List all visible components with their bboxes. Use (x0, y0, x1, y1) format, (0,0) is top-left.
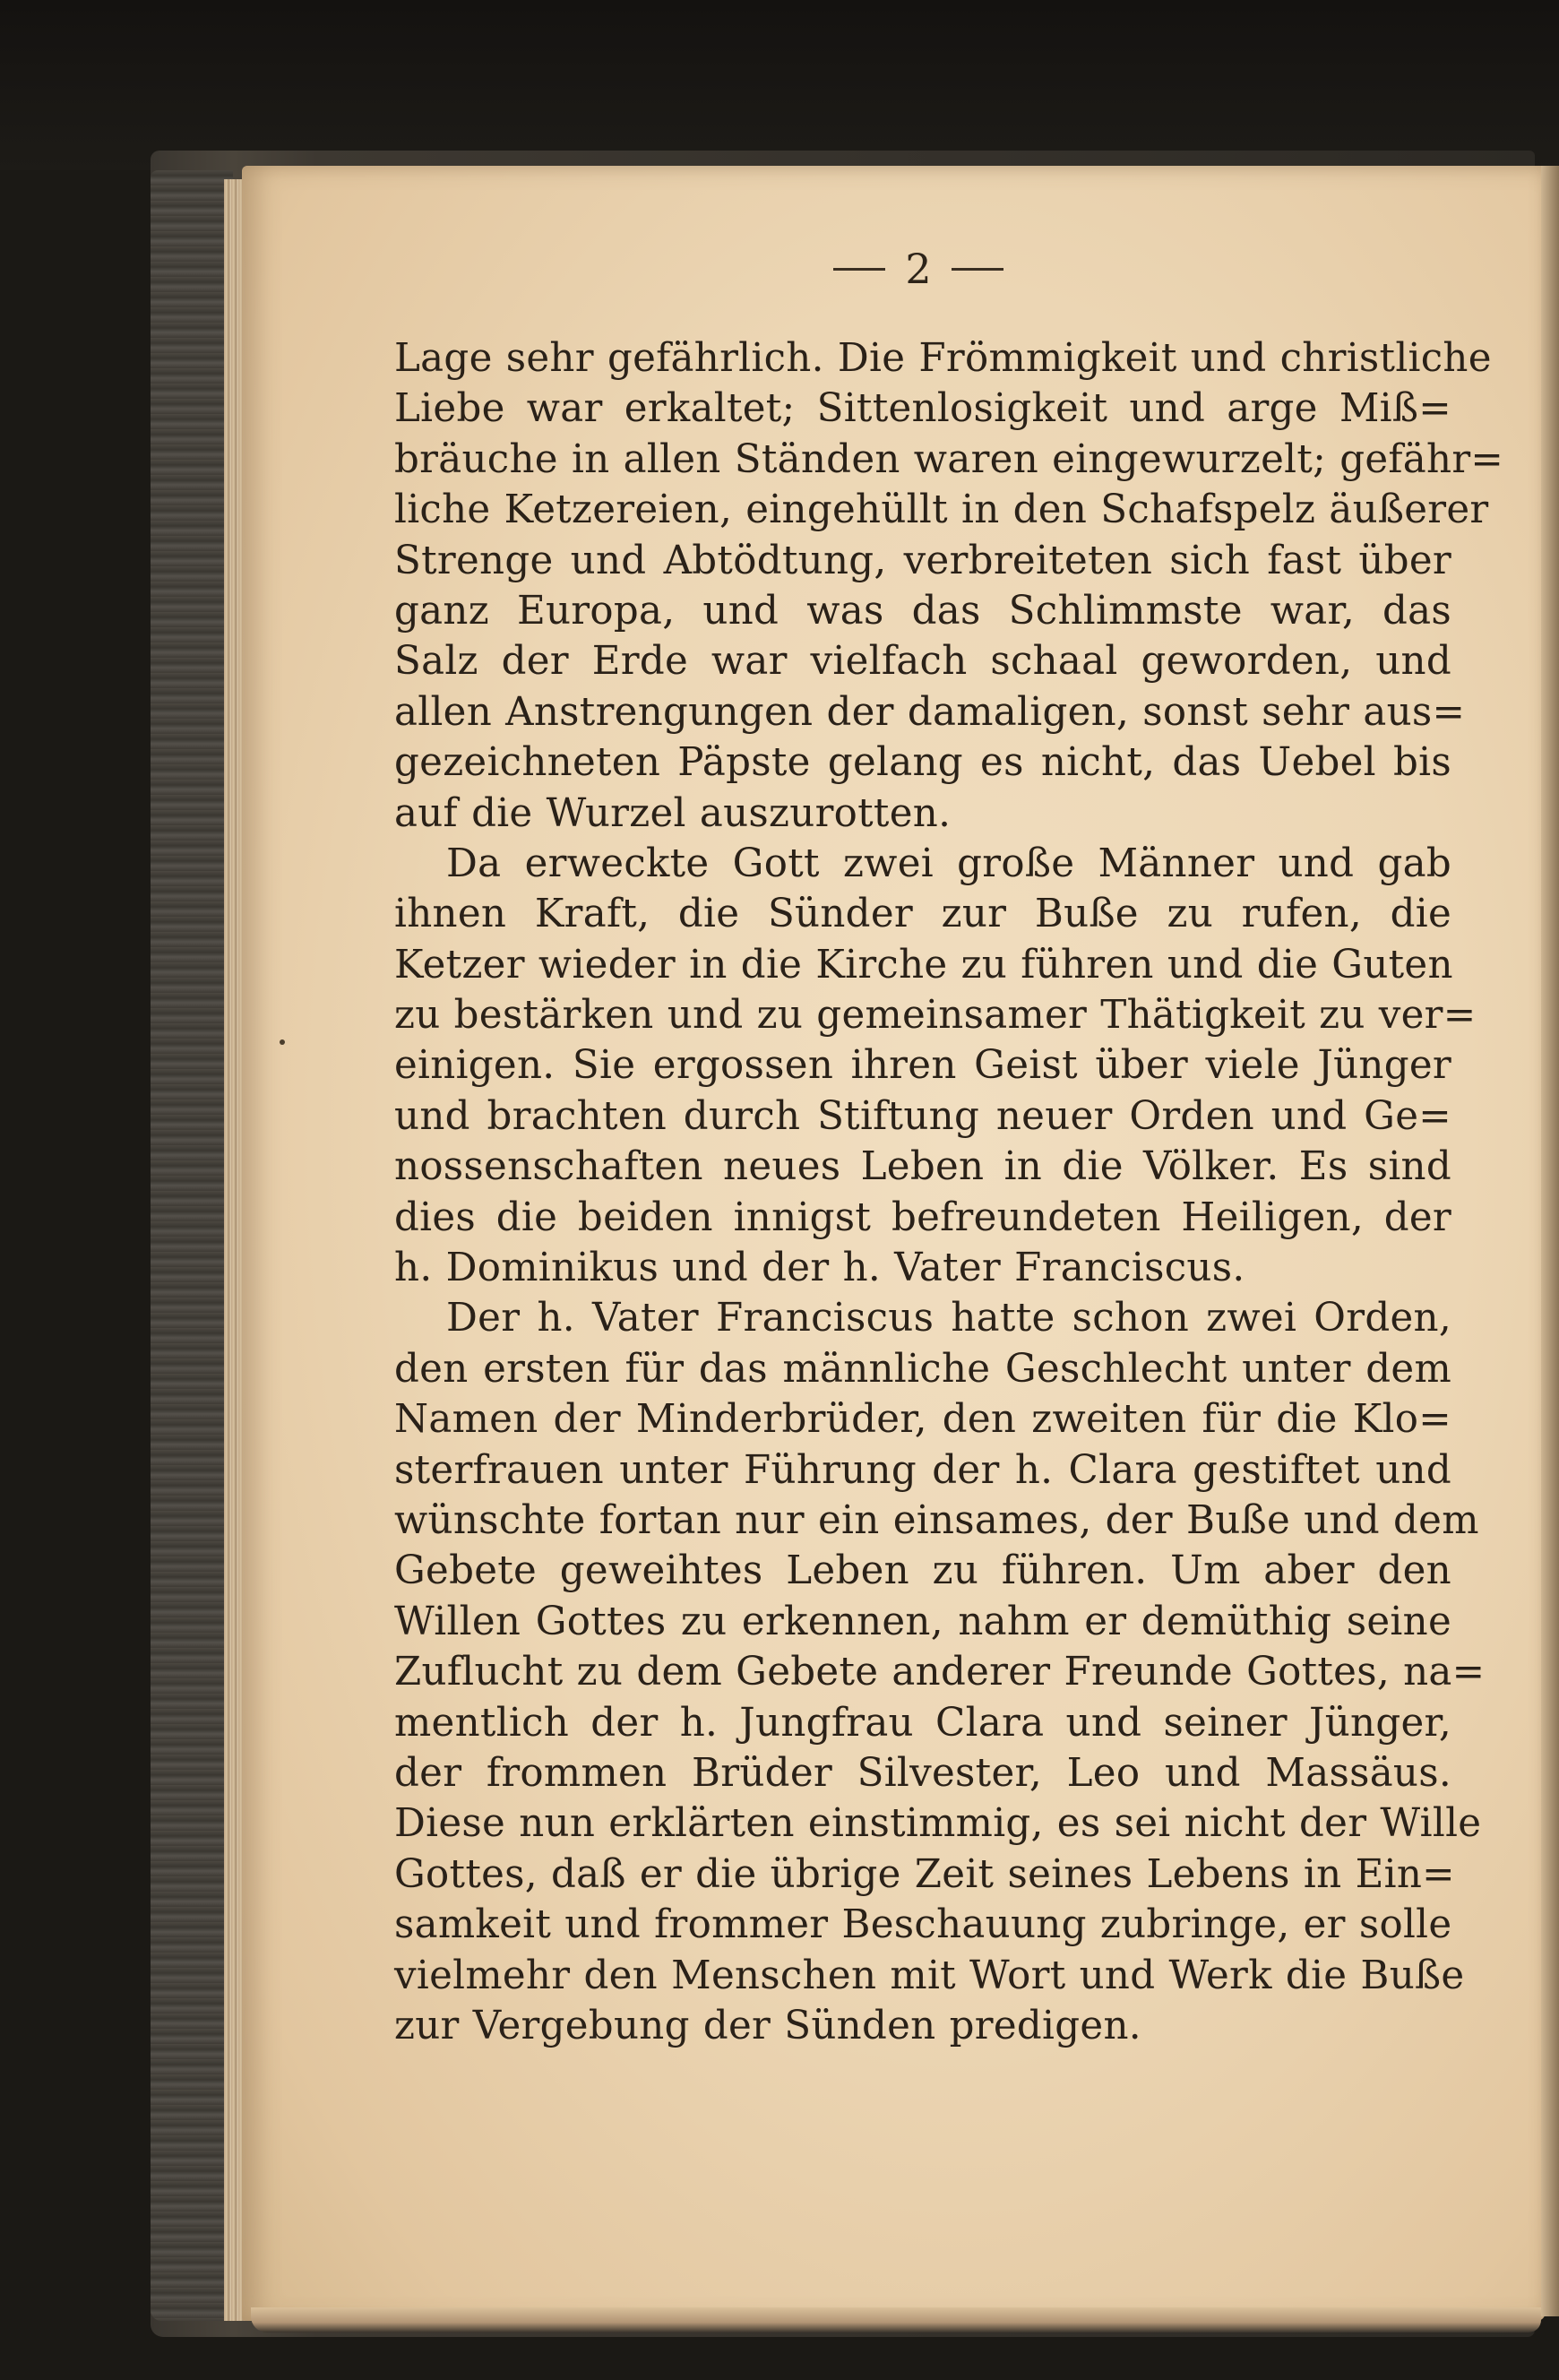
header-dash-left (833, 268, 885, 271)
text-line: Gebete geweihtes Leben zu führen. Um aber den (394, 1548, 1451, 1594)
text-line: sterfrauen unter Führung der h. Clara gestiftet und (394, 1447, 1451, 1493)
text-line: zu bestärken und zu gemeinsamer Thätigkeit zu ver= (394, 993, 1477, 1039)
text-line: mentlich der h. Jungfrau Clara und seiner Jünger, (394, 1700, 1451, 1746)
text-line: ganz Europa, und was das Schlimmste war, das (394, 588, 1451, 634)
text-line: vielmehr den Menschen mit Wort und Werk die Buße (394, 1953, 1465, 1998)
text-line: Ketzer wieder in die Kirche zu führen und die Guten (394, 942, 1453, 987)
page-header (771, 240, 1066, 298)
text-line: Zuflucht zu dem Gebete anderer Freunde Gottes, na= (394, 1650, 1486, 1695)
text-line: Lage sehr gefährlich. Die Frömmigkeit und christliche (394, 336, 1492, 381)
text-line: dies die beiden innigst befreundeten Heiligen, der (394, 1194, 1451, 1240)
text-line: liche Ketzereien, eingehüllt in den Schafspelz äußerer (394, 487, 1489, 533)
page-bottom-edge (251, 2307, 1541, 2333)
header-dash-right (952, 268, 1003, 271)
text-line: der frommen Brüder Silvester, Leo und Massäus. (394, 1750, 1451, 1796)
text-line: Diese nun erklärten einstimmig, es sei nicht der Wille (394, 1801, 1482, 1847)
text-line: ihnen Kraft, die Sünder zur Buße zu rufen, die (394, 892, 1451, 937)
text-line: wünschte fortan nur ein einsames, der Buße und dem (394, 1497, 1479, 1543)
text-line: auf die Wurzel auszurotten. (394, 790, 952, 836)
margin-speck (280, 1039, 285, 1045)
background-shadow (0, 0, 1559, 170)
text-line: Der h. Vater Franciscus hatte schon zwei Orden, (446, 1296, 1451, 1341)
text-line: Gottes, daß er die übrige Zeit seines Lebens in Ein= (394, 1851, 1455, 1897)
text-line: Salz der Erde war vielfach schaal geworden, und (394, 639, 1451, 685)
text-line: Namen der Minderbrüder, den zweiten für die Klo= (394, 1397, 1451, 1443)
text-line: allen Anstrengungen der damaligen, sonst sehr aus= (394, 689, 1466, 735)
text-line: samkeit und frommer Beschauung zubringe, er solle (394, 1902, 1452, 1948)
text-line: einigen. Sie ergossen ihren Geist über viele Jünger (394, 1043, 1451, 1089)
page-right-edge (1541, 166, 1559, 2316)
text-line: zur Vergebung der Sünden predigen. (394, 2003, 1141, 2048)
page-number: 2 (905, 245, 932, 293)
text-line: Willen Gottes zu erkennen, nahm er demüthig seine (394, 1599, 1451, 1644)
text-line: Da erweckte Gott zwei große Männer und gab (446, 841, 1451, 886)
text-line: h. Dominikus und der h. Vater Franciscus. (394, 1246, 1245, 1291)
text-line: nossenschaften neues Leben in die Völker. Es sind (394, 1144, 1451, 1190)
body-text (394, 333, 1504, 2126)
text-line: Liebe war erkaltet; Sittenlosigkeit und arge Miß= (394, 386, 1451, 432)
text-line: den ersten für das männliche Geschlecht unter dem (394, 1346, 1451, 1392)
book-spine (151, 170, 233, 2321)
text-line: bräuche in allen Ständen waren eingewurzelt; gefähr= (394, 436, 1504, 482)
text-line: Strenge und Abtödtung, verbreiteten sich fast über (394, 538, 1451, 583)
text-line: gezeichneten Päpste gelang es nicht, das Uebel bis (394, 740, 1451, 786)
text-line: und brachten durch Stiftung neuer Orden und Ge= (394, 1093, 1451, 1139)
